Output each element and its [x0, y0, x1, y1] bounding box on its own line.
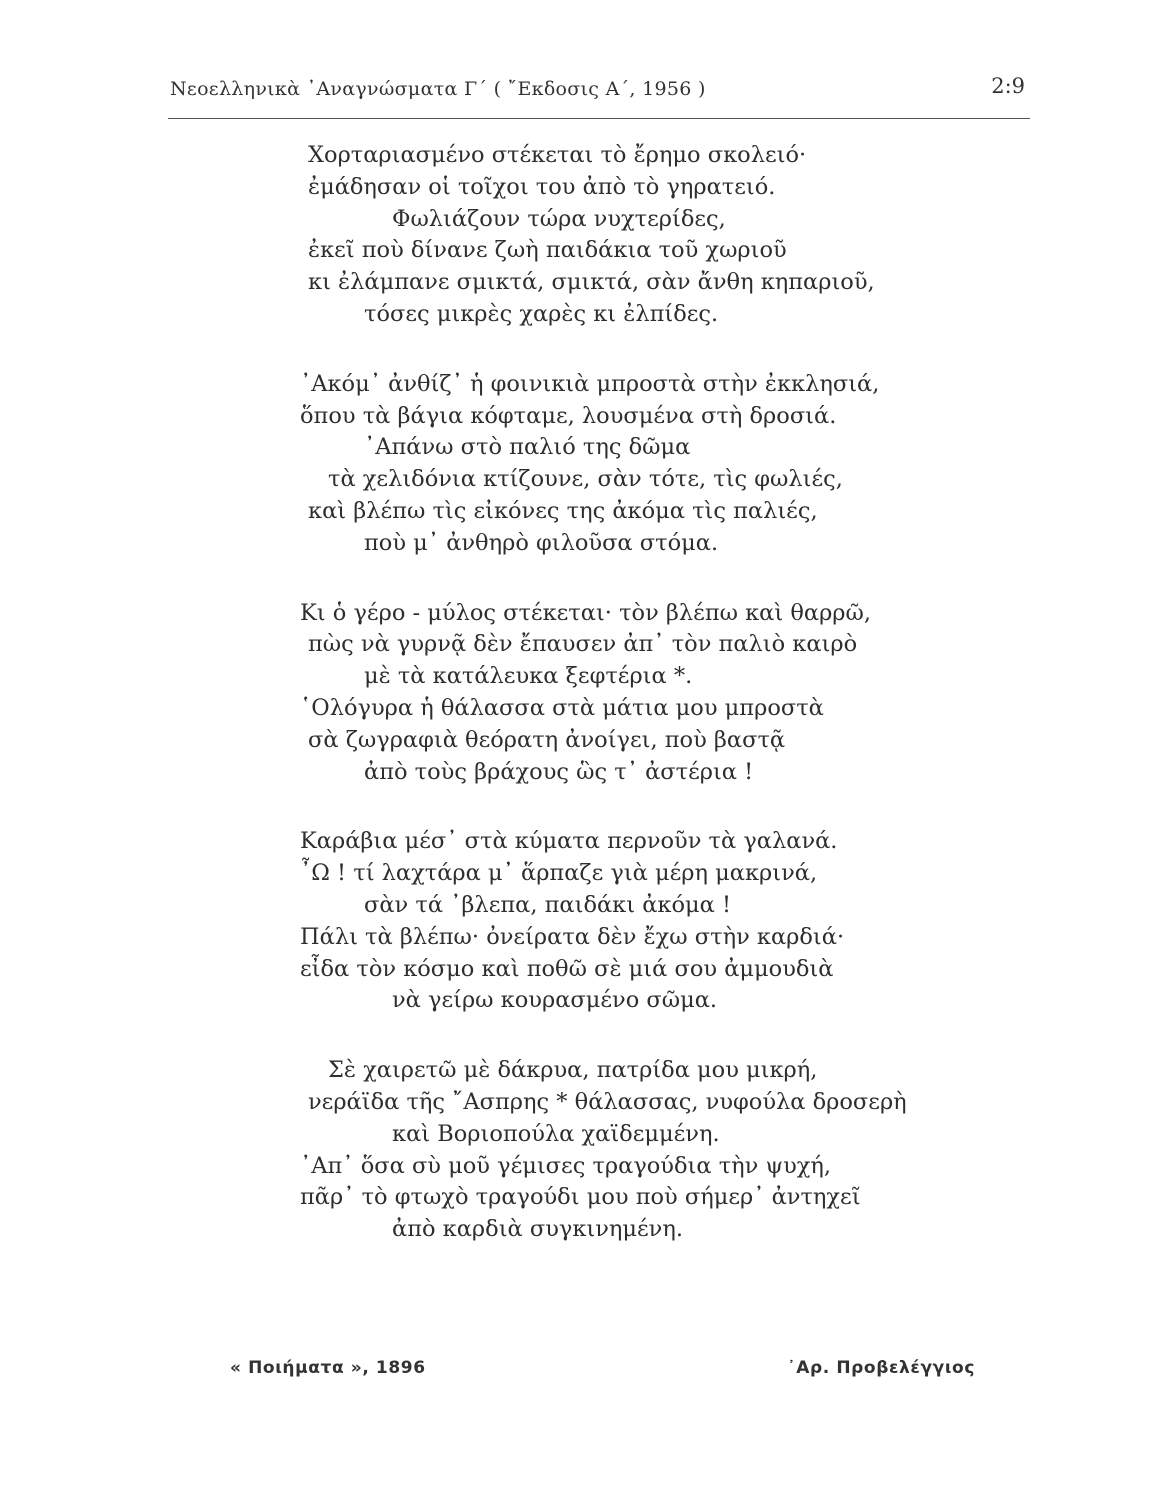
poem-line: εἶδα τὸν κόσμο καὶ ποθῶ σὲ μιά σου ἀμμουδιὰ [300, 955, 834, 982]
book-title: Νεοελληνικὰ ᾿Αναγνώσματα Γ΄ ( ῎Εκδοσις Α΄, 1956 ) [170, 78, 706, 100]
poem-line: ὅπου τὰ βάγια κόφταμε, λουσμένα στὴ δροσιά. [300, 402, 837, 429]
poem-line: ῾Ολόγυρα ἡ θάλασσα στὰ μάτια μου μπροστὰ [300, 694, 824, 721]
stanza-3 [300, 598, 960, 789]
poem-line: Κι ὁ γέρο - μύλος στέκεται· τὸν βλέπω καὶ θαρρῶ, [300, 599, 872, 626]
poem-line: τὰ χελιδόνια κτίζουνε, σὰν τότε, τὶς φωλιές, [328, 466, 843, 493]
poem-line: ῏Ω ! τί λαχτάρα μ᾿ ἅρπαζε γιὰ μέρη μακρινά, [300, 860, 818, 887]
poem-line: πὼς νὰ γυρνᾷ δὲν ἔπαυσεν ἀπ᾿ τὸν παλιὸ καιρὸ [308, 631, 858, 658]
poem-line: Φωλιάζουν τώρα νυχτερίδες, [392, 205, 726, 232]
poem-line: καὶ Βοριοπούλα χαϊδεμμένη. [392, 1120, 720, 1147]
source-citation: « Ποιήματα », 1896 [230, 1358, 426, 1378]
poem-line: ᾿Απ᾿ ὅσα σὺ μοῦ γέμισες τραγούδια τὴν ψυχή, [300, 1152, 832, 1179]
poem-line: τόσες μικρὲς χαρὲς κι ἐλπίδες. [364, 300, 719, 327]
stanza-2 [300, 369, 960, 560]
stanza-1 [300, 140, 960, 331]
poem-line: ἐμάδησαν οἱ τοῖχοι του ἀπὸ τὸ γηρατειό. [308, 173, 776, 200]
poem-line: ᾿Απάνω στὸ παλιό της δῶμα [364, 434, 691, 461]
poem-line: ἀπὸ τοὺς βράχους ὣς τ᾿ ἀστέρια ! [364, 758, 754, 785]
header-divider [168, 118, 1030, 119]
poem-line: πᾶρ᾿ τὸ φτωχὸ τραγούδι μου ποὺ σήμερ᾿ ἀντηχεῖ [300, 1184, 861, 1211]
poem-line: σὰ ζωγραφιὰ θεόρατη ἀνοίγει, ποὺ βαστᾷ [308, 726, 786, 753]
poem-line: Πάλι τὰ βλέπω· ὀνείρατα δὲν ἔχω στὴν καρδιά· [300, 923, 845, 950]
poem-line: νὰ γείρω κουρασμένο σῶμα. [392, 987, 718, 1014]
poem-body [300, 140, 960, 1284]
poem-line: νεράϊδα τῆς ῎Ασπρης * θάλασσας, νυφούλα δροσερὴ [308, 1088, 907, 1115]
stanza-4 [300, 826, 960, 1017]
poem-line: κι ἐλάμπανε σμικτά, σμικτά, σὰν ἄνθη κηπαριοῦ, [308, 269, 875, 296]
poem-line: Σὲ χαιρετῶ μὲ δάκρυα, πατρίδα μου μικρή, [328, 1057, 818, 1084]
page-header [170, 72, 1025, 112]
poem-line: ᾿Ακόμ᾿ ἀνθίζ᾿ ἡ φοινικιὰ μπροστὰ στὴν ἐκκλησιά, [300, 370, 880, 397]
page-number: 2:9 [991, 74, 1025, 98]
poem-line: ποὺ μ᾿ ἀνθηρὸ φιλοῦσα στόμα. [364, 529, 719, 556]
poem-line: ἀπὸ καρδιὰ συγκινημένη. [392, 1216, 683, 1243]
poem-line: μὲ τὰ κατάλευκα ξεφτέρια *. [364, 663, 693, 690]
stanza-5 [300, 1055, 960, 1246]
author-name: ᾿Αρ. Προβελέγγιος [787, 1358, 975, 1378]
poem-line: ἐκεῖ ποὺ δίνανε ζωὴ παιδάκια τοῦ χωριοῦ [308, 237, 787, 264]
page-footer [230, 1358, 975, 1398]
poem-line: Καράβια μέσ᾿ στὰ κύματα περνοῦν τὰ γαλανά. [300, 828, 838, 855]
poem-line: καὶ βλέπω τὶς εἰκόνες της ἀκόμα τὶς παλιές, [308, 497, 818, 524]
poem-line: Χορταριασμένο στέκεται τὸ ἔρημο σκολειό· [308, 142, 807, 168]
poem-line: σὰν τά ᾿βλεπα, παιδάκι ἀκόμα ! [364, 891, 732, 918]
